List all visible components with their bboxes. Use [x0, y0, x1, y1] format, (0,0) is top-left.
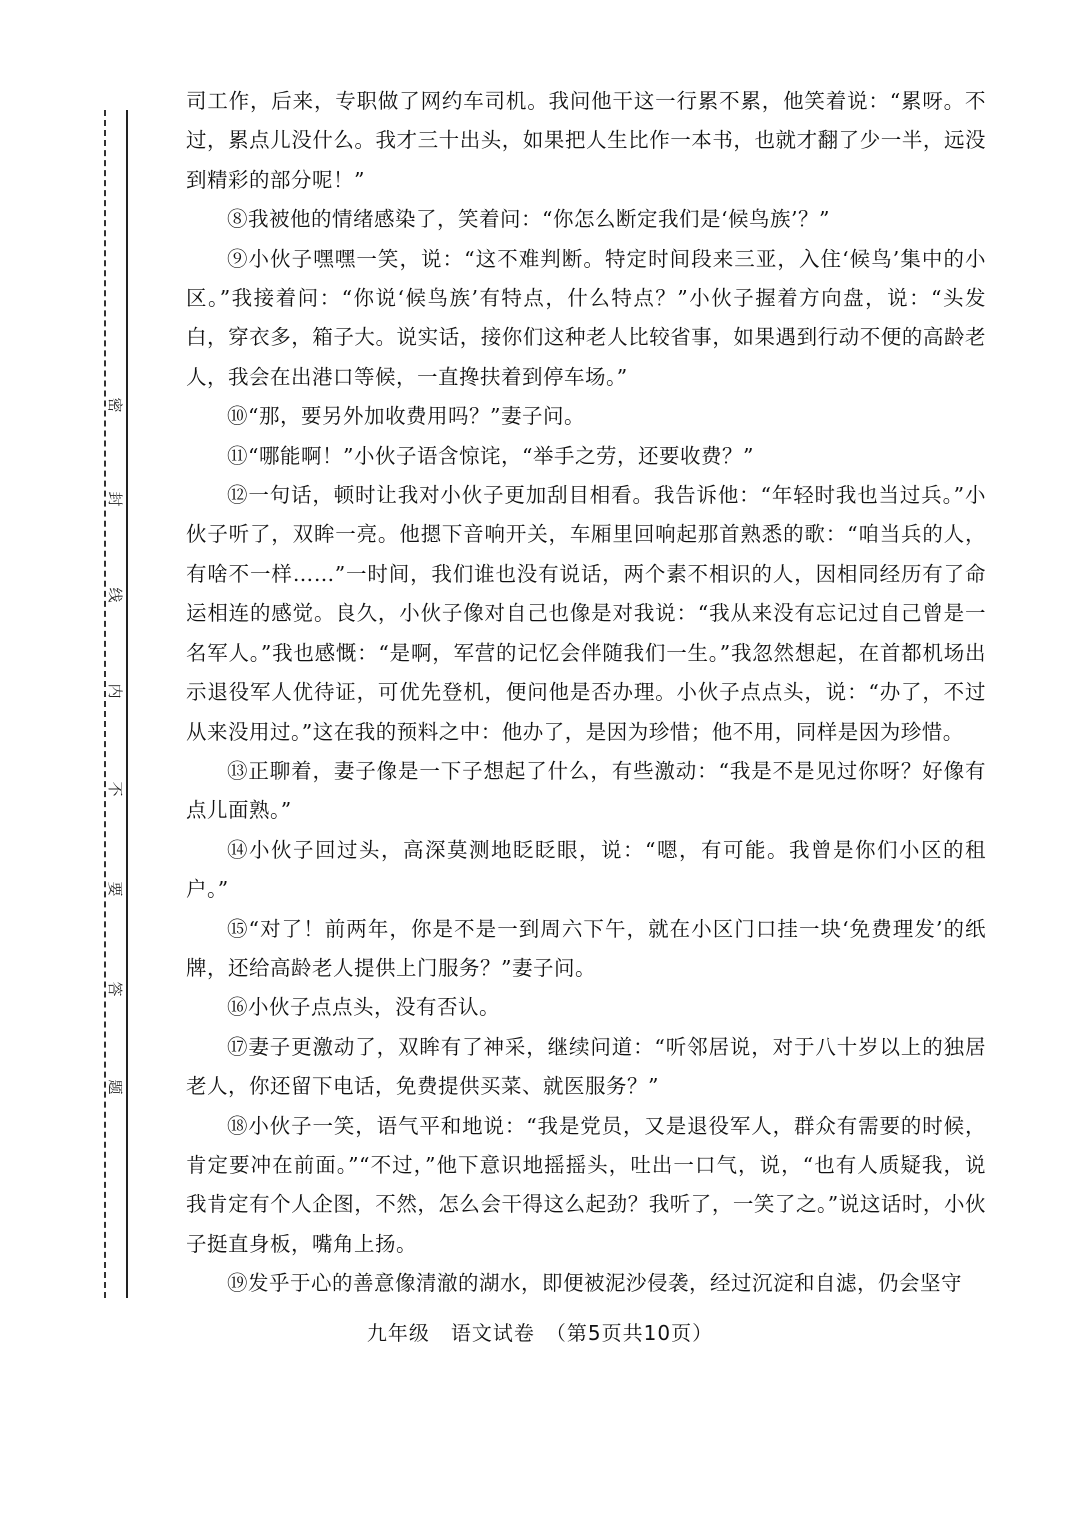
paragraph-continued: 司工作，后来，专职做了网约车司机。我问他干这一行累不累，他笑着说：“累呀。不过，累点儿没什么。我才三十出头，如果把人生比作一本书，也就才翻了少一半，远没到精彩的部分呢！” — [186, 89, 986, 192]
binding-margin — [96, 110, 136, 1298]
paragraph-8: ⑧我被他的情绪感染了，笑着问：“你怎么断定我们是‘候鸟族’？” — [227, 207, 830, 232]
paragraph-16: ⑯小伙子点点头，没有否认。 — [227, 995, 500, 1020]
seal-char: 题 — [106, 1079, 124, 1095]
paragraph-14: ⑭小伙子回过头，高深莫测地眨眨眼，说：“嗯，有可能。我曾是你们小区的租户。” — [186, 837, 986, 902]
seal-char: 密 — [106, 397, 124, 413]
paragraph-19: ⑲发乎于心的善意像清澈的湖水，即便被泥沙侵袭，经过沉淀和自滤，仍会坚守 — [227, 1271, 962, 1296]
passage-body — [186, 82, 986, 1304]
seal-char: 答 — [106, 981, 124, 997]
paragraph-18: ⑱小伙子一笑，语气平和地说：“我是党员，又是退役军人，群众有需要的时候，肯定要冲在前面。”“不过，”他下意识地摇摇头，吐出一口气，说，“也有人质疑我，说我肯定有个人企图，不然，怎么会干得这么起劲？我听了，一笑了之。”说这话时，小伙子挺直身板，嘴角上扬。 — [186, 1113, 986, 1256]
paragraph-15: ⑮“对了！前两年，你是不是一到周六下午，就在小区门口挂一块‘免费理发’的纸牌，还给高龄老人提供上门服务？”妻子问。 — [186, 916, 986, 980]
seal-char: 要 — [106, 881, 124, 897]
paragraph-11: ⑪“哪能啊！”小伙子语含惊诧，“举手之劳，还要收费？” — [227, 443, 754, 468]
seal-char: 内 — [106, 683, 124, 699]
paragraph-10: ⑩“那，要另外加收费用吗？”妻子问。 — [227, 404, 585, 429]
paragraph-12: ⑫一句话，顿时让我对小伙子更加刮目相看。我告诉他：“年轻时我也当过兵。”小伙子听了，双眸一亮。他摁下音响开关，车厢里回响起那首熟悉的歌：“咱当兵的人，有啥不一样……”一时间，我们谁也没有说话，两个素不相识的人，因相同经历有了命运相连的感觉。良久，小伙子像对自己也像是对我说：“我从来没有忘记过自己曾是一名军人。”我也感慨：“是啊，军营的记忆会伴随我们一生。”我忽然想起，在首都机场出示退役军人优待证，可优先登机，便问他是否办理。小伙子点点头，说：“办了，不过从来没用过。”这在我的预料之中：他办了，是因为珍惜；他不用，同样是因为珍惜。 — [186, 483, 986, 744]
dashed-cut-line — [104, 110, 106, 1298]
binding-line — [126, 110, 128, 1298]
paragraph-9: ⑨小伙子嘿嘿一笑，说：“这不难判断。特定时间段来三亚，入住‘候鸟’集中的小区。”我接着问：“你说‘候鸟族’有特点，什么特点？”小伙子握着方向盘，说：“头发白，穿衣多，箱子大。说实话，接你们这种老人比较省事，如果遇到行动不便的高龄老人，我会在出港口等候，一直搀扶着到停车场。” — [186, 246, 986, 389]
seal-char: 线 — [106, 587, 124, 603]
seal-char: 封 — [106, 491, 124, 507]
page-footer: 九年级 语文试卷 （第5页共10页） — [366, 1321, 714, 1345]
seal-char: 不 — [106, 781, 124, 797]
paragraph-17: ⑰妻子更激动了，双眸有了神采，继续问道：“听邻居说，对于八十岁以上的独居老人，你还留下电话，免费提供买菜、就医服务？” — [186, 1034, 986, 1099]
paragraph-13: ⑬正聊着，妻子像是一下子想起了什么，有些激动：“我是不是见过你呀？好像有点儿面熟。” — [186, 758, 986, 823]
